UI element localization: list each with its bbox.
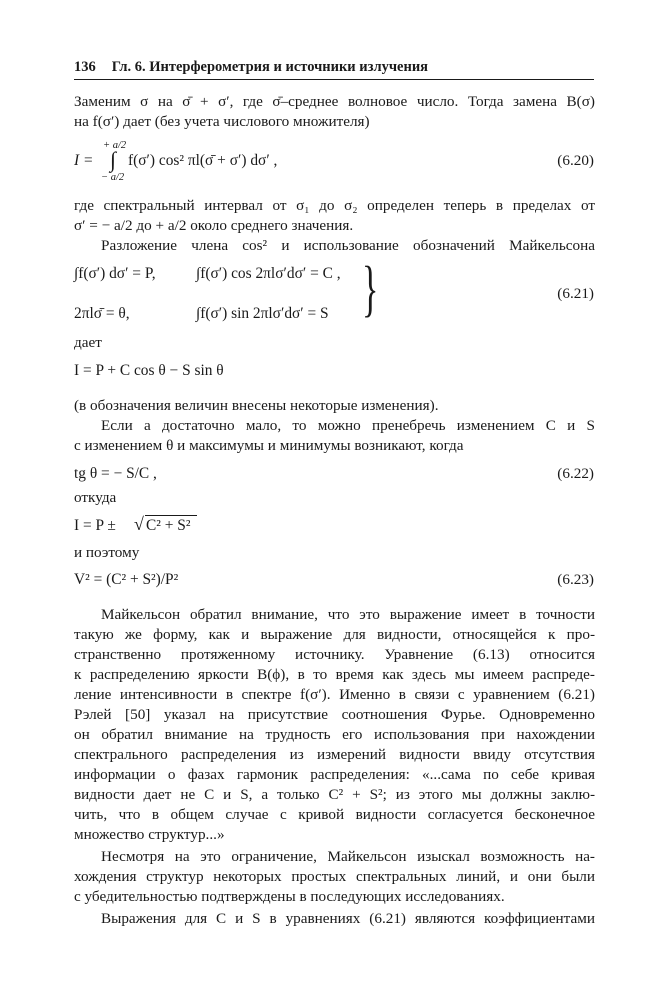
- equation-sqrt-lhs: I = P ±: [74, 517, 116, 534]
- radical-sign: √: [134, 514, 144, 534]
- equation-sqrt-radicand: C² + S²: [146, 517, 191, 534]
- text-line: такую же форму, как и выражение для видности, относящейся к про-: [74, 626, 595, 643]
- equation-6-21-b: ∫f(σ′) cos 2πlσ′dσ′ = C ,: [196, 265, 341, 282]
- chapter-title: Гл. 6. Интерферометрия и источники излучения: [111, 59, 429, 75]
- equation-number: (6.20): [557, 152, 594, 169]
- text-line: чить, что в общем случае с кривой видности согласуется бесконечное: [74, 806, 595, 823]
- text-line: информации о фазах гармоник распределения: «...сама по себе кривая: [74, 766, 595, 783]
- equation-6-20-lhs-text: I =: [74, 152, 94, 169]
- text-line: странственно протяженному источнику. Уравнение (6.13) относится: [74, 646, 595, 663]
- text-line: Рэлей [50] указал на присутствие соотношения Фурье. Одновременно: [74, 706, 595, 723]
- text-line: ление интенсивности в спектре f(σ′). Именно в связи с уравнением (6.21): [74, 686, 595, 703]
- text-line: он обратил внимание на трудность его использования при нахождении: [74, 726, 595, 743]
- equation-6-20-lhs: [74, 152, 93, 170]
- text-line: с убедительностью подтверждены в последующих исследованиях.: [74, 888, 505, 905]
- equation-6-22: tg θ = − S/C ,: [74, 465, 157, 482]
- text-line: множество структур...»: [74, 826, 225, 843]
- equation-6-21-d: ∫f(σ′) sin 2πlσ′dσ′ = S: [196, 305, 329, 322]
- text-line: видности дает не C и S, а только C² + S²; из этого мы должны заклю-: [74, 786, 595, 803]
- text-line: Заменим σ на σ̄ + σ′, где σ̄–среднее волновое число. Тогда замена B(σ): [74, 93, 595, 110]
- equation-number: (6.22): [557, 465, 594, 482]
- text-line: и поэтому: [74, 544, 140, 561]
- text-line: Разложение члена cos² и использование обозначений Майкельсона: [101, 237, 595, 254]
- text-line: где спектральный интервал от σ₁ до σ₂ определен теперь в пределах от: [74, 197, 595, 214]
- integral-lower-limit: − a/2: [101, 172, 125, 183]
- equation-6-21-c: 2πlσ̄ = θ,: [74, 305, 130, 322]
- text-line: с изменением θ и максимумы и минимумы возникают, когда: [74, 437, 464, 454]
- integral-sign: ∫: [110, 147, 117, 172]
- running-header: [74, 59, 594, 80]
- text-line: спектрального распределения из измерений видности ввиду отсутствия: [74, 746, 595, 763]
- equation-6-23: V² = (C² + S²)/P²: [74, 571, 179, 588]
- equation-intensity: I = P + C cos θ − S sin θ: [74, 362, 224, 379]
- equation-6-20-body: f(σ′) cos² πl(σ̄ + σ′) dσ′ ,: [128, 152, 278, 169]
- text-line: Выражения для C и S в уравнениях (6.21) являются коэффициентами: [101, 910, 595, 927]
- text-line: Несмотря на это ограничение, Майкельсон изыскал возможность на-: [101, 848, 595, 865]
- text-line: хождения структур некоторых простых спектральных линий, и они были: [74, 868, 595, 885]
- text-line: Если a достаточно мало, то можно пренебречь изменением C и S: [101, 417, 595, 434]
- integral-upper-limit: + a/2: [103, 140, 127, 151]
- text-line: к распределению яркости B(ϕ), в то время как здесь мы имеем распреде-: [74, 666, 595, 683]
- text-line: дает: [74, 334, 102, 351]
- equation-6-21-a: ∫f(σ′) dσ′ = P,: [74, 265, 156, 282]
- text-line: Майкельсон обратил внимание, что это выражение имеет в точности: [101, 606, 595, 623]
- right-brace: }: [362, 255, 379, 323]
- equation-number: (6.21): [557, 285, 594, 302]
- equation-number: (6.23): [557, 571, 594, 588]
- page-number: 136: [74, 59, 96, 75]
- radical-bar: [145, 515, 197, 516]
- text-line: на f(σ′) дает (без учета числового множителя): [74, 113, 370, 130]
- text-line: (в обозначения величин внесены некоторые изменения).: [74, 397, 439, 414]
- text-line: σ′ = − a/2 до + a/2 около среднего значения.: [74, 217, 354, 234]
- text-line: откуда: [74, 489, 117, 506]
